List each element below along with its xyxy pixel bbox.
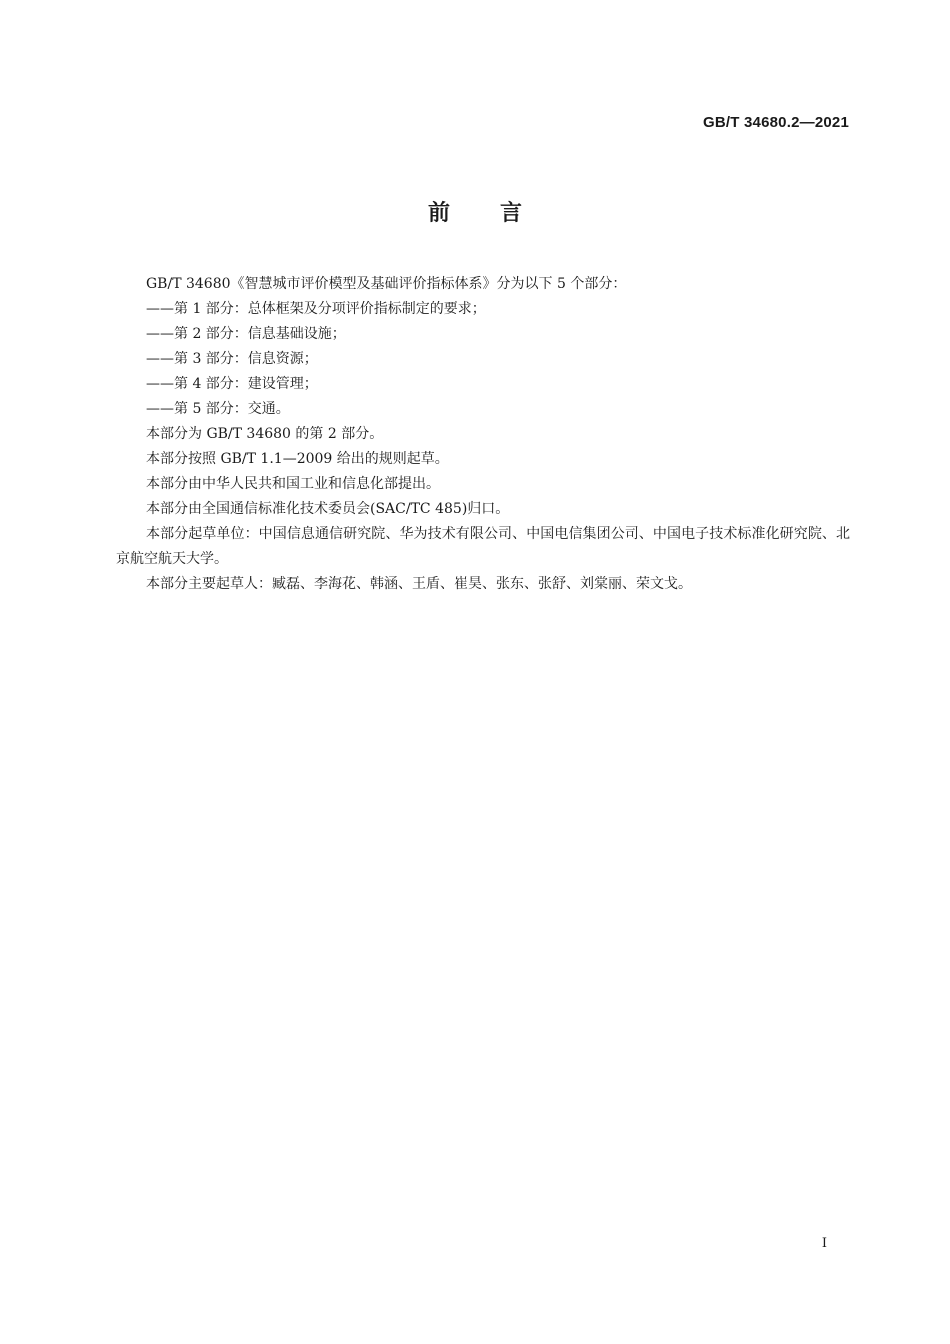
page-title-char-2: 言 (500, 201, 523, 226)
page-number: I (821, 1236, 827, 1251)
foreword-paragraph: GB/T 34680《智慧城市评价模型及基础评价指标体系》分为以下 5 个部分： (146, 276, 627, 292)
page-title-char-1: 前 (427, 201, 450, 226)
foreword-body (116, 272, 850, 597)
foreword-paragraph: 本部分为 GB/T 34680 的第 2 部分。 (146, 426, 384, 442)
part-list-item: ——第 2 部分：信息基础设施； (146, 326, 346, 342)
part-list-item: ——第 1 部分：总体框架及分项评价指标制定的要求； (146, 301, 486, 317)
foreword-paragraph: 本部分由全国通信标准化技术委员会(SAC/TC 485)归口。 (146, 501, 510, 517)
part-list-item: ——第 5 部分：交通。 (146, 401, 290, 417)
foreword-paragraph: 本部分按照 GB/T 1.1—2009 给出的规则起草。 (146, 451, 449, 467)
drafters-paragraph: 本部分主要起草人：臧磊、李海花、韩涵、王盾、崔昊、张东、张舒、刘棠丽、荣文戈。 (146, 576, 692, 592)
drafting-units-paragraph: 本部分起草单位：中国信息通信研究院、华为技术有限公司、中国电信集团公司、中国电子技术标准化研究院、北京航空航天大学。 (116, 526, 850, 567)
part-list-item: ——第 3 部分：信息资源； (146, 351, 318, 367)
part-list-item: ——第 4 部分：建设管理； (146, 376, 318, 392)
standard-number: GB/T 34680.2—2021 (703, 114, 849, 131)
foreword-paragraph: 本部分由中华人民共和国工业和信息化部提出。 (146, 476, 440, 492)
page-title (0, 196, 950, 227)
